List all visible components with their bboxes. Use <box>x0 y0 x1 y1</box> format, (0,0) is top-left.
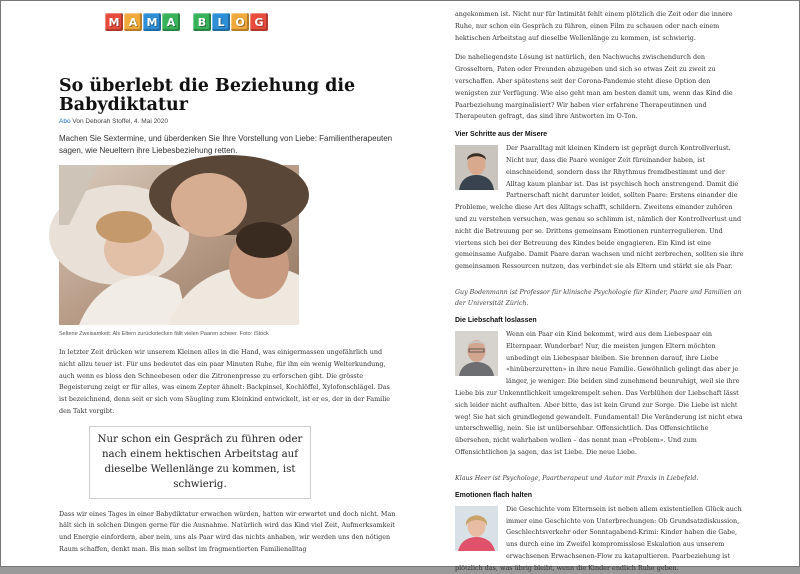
article-lead: Machen Sie Sextermine, und überdenken Sie Ihre Vorstellung von Liebe: Familientherapeuten sagen, wie Neueltern ihre Liebesbeziehung retten. <box>59 134 393 155</box>
mama-blog-logo[interactable] <box>105 13 397 41</box>
logo-block: G <box>250 13 268 31</box>
logo-block: A <box>162 13 180 31</box>
pull-quote: Nur schon ein Gespräch zu führen oder nach einem hektischen Arbeitstag auf dieselbe Wellenlänge zu kommen, ist schwierig. <box>89 426 311 499</box>
logo-block: M <box>105 13 123 31</box>
paragraph: Die naheliegendste Lösung ist natürlich, den Nachwuchs zwischendurch den Grosseltern, Paten oder Freunden abzugeben und sich so etwas Zeit zu zweit zu verschaffen. Aber spätestens seit der Corona-Pandemie steht diese Option den wenigsten zur Verfügung. Wie also geht man am besten damit um, wenn das Kind die Paarbeziehung marginalisiert? Wir haben vier erfahrene Therapeutinnen und Therapeuten gefragt, das sind ihre Antworten im O-Ton. <box>455 53 733 121</box>
logo-block: B <box>193 13 211 31</box>
expert-note: Klaus Heer ist Psychologe, Paartherapeut und Autor mit Praxis in Liebefeld. <box>455 474 699 482</box>
abo-link[interactable]: Abo <box>59 118 71 125</box>
expert-note: Guy Bodenmann ist Professor für klinische Psychologie für Kinder, Paare und Familien an der Universität Zürich. <box>455 288 742 307</box>
paragraph: In letzter Zeit drücken wir unserem Kleinen alles in die Hand, was einigermassen ungefährlich und nicht allzu teuer ist. Für uns bedeutet das ein paar Minuten Ruhe, für ihn ein wenig Welterkundung, auch wenn es bloss den Schneebesen oder die Zitronenpresse zu erforschen gibt. Die grösste Begeisterung zeigt er für alles, was einem Zepter ähnelt: Backpinsel, Kochlöffel, Xylofonschlägel. Das ist bezeichnend, denn seit er sich vom Säugling zum Kleinkind entwickelt, ist er es, der in der Familie den Takt vorgibt. <box>59 348 391 415</box>
logo-block: A <box>124 13 142 31</box>
paragraph: angekommen ist. Nicht nur für Intimität fehlt einem plötzlich die Zeit oder die innere Ruhe, nur schon ein Gespräch zu führen, einen Film zu schauen oder nach einem hektischen Arbeitstag auf dieselbe Wellenlänge zu kommen, ist schwierig. <box>455 10 733 42</box>
section-heading: Emotionen flach halten <box>455 491 533 499</box>
left-page <box>59 9 397 558</box>
family-photo <box>59 165 299 325</box>
paragraph: Der Paaralltag mit kleinen Kindern ist geprägt durch Kontrollverlust. Nicht nur, dass die Paare weniger Zeit füreinander haben, ist einschneidend, sondern dass ihr Rhythmus fremdbestimmt und der Alltag kaum planbar ist. Das ist psychisch hoch anstrengend. Damit die Partnerschaft nicht darunter leidet, sollten Paare: Erstens einander die Probleme, welche diese Art des Alltags schafft, schildern. Zweitens einander zuhören und zu verstehen versuchen, was genau so schlimm ist, nämlich der Kontrollverlust und nicht die Betreuung per se. Drittens gemeinsam Emotionen runterregulieren. Und viertens sich bei der Betreuung des Kindes beide engagieren. Ein Kind ist eine gemeinsame Aufgabe. Damit Paare daran wachsen und nicht zerbrechen, sollten sie ihre gemeinsamen Ressourcen nutzen, das verbindet sie als Eltern und stärkt sie als Paar. <box>455 144 744 271</box>
author-date: Von Deborah Stoffel, 4. Mai 2020 <box>70 118 169 125</box>
article-title: So überlebt die Beziehung die Babydiktatur <box>59 76 356 115</box>
section-heading: Die Liebschaft loslassen <box>455 316 537 324</box>
photo-caption: Seltene Zweisamkeit: Als Eltern zurückstecken fällt vielen Paaren schwer. Foto: iStock <box>59 331 269 337</box>
portrait-expert-3 <box>455 506 498 551</box>
section-heading: Vier Schritte aus der Misere <box>455 131 548 139</box>
byline <box>59 118 397 125</box>
logo-block: M <box>143 13 161 31</box>
paragraph: Dass wir eines Tages in einer Babydiktatur erwachen würden, hatten wir erwartet und doch nicht. Man hält sich in solchen Dingen gerne für die Ausnahme. Natürlich wird das Kind viel Zeit, Aufmerksamkeit und Energie einfordern, aber nein, uns als Paar wird das nichts anhaben, wir werden uns den nötigen Raum schaffen, denkt man. Bis man selbst im fragmentierten Familienalltag <box>59 509 396 553</box>
logo-block: O <box>231 13 249 31</box>
paragraph: Wenn ein Paar ein Kind bekommt, wird aus dem Liebespaar ein Elternpaar. Wunderbar! Nur, die meisten jungen Eltern möchten unbedingt ein Liebespaar bleiben. Sie brennen darauf, ihre Liebe «hinüberzuretten» in ihre neue Familie. Gewöhnlich gelingt das aber je länger, je weniger. Die beiden sind zunehmend beunruhigt, weil sie ihre Liebe bis zur Unkenntlichkeit umgekrempelt sehen. Das Verblühen der Liebschaft lässt sich leider nicht aufhalten. Aber bitte, das ist kein Grund zur Sorge. Die Liebe ist nicht weg! Sie hat sich grundlegend gewandelt. Fundamental! Die Veränderung ist nicht etwa unterschwellig, nein. Sie ist unübersehbar. Offensichtlich. Das Offensichtliche übersehen, nicht wahrhaben wollen – das nennt man «Problem». Und zum Offensichtlichen ja sagen, das ist Liebe. Die neue Liebe. <box>455 329 743 456</box>
paragraph: Die Geschichte vom Elternsein ist neben allem existentiellen Glück auch immer eine Geschichte von Unterbrechungen: Ob Grundsatzdiskussion, Geschlechtsverkehr oder Sonntagabend-Krimi: Kinder haben die Gabe, uns durch eine im Zweifel kompromisslose Eskalation aus unserem erwachsenen Erwachsenen-Flow zu katapultieren. Paarbeziehung ist plötzlich das, was übrig bleibt, wenn die Kinder endlich Ruhe geben. <box>455 504 742 572</box>
logo-block: L <box>212 13 230 31</box>
portrait-heer <box>455 331 498 376</box>
right-page <box>455 9 745 572</box>
portrait-bodenmann <box>455 145 498 190</box>
